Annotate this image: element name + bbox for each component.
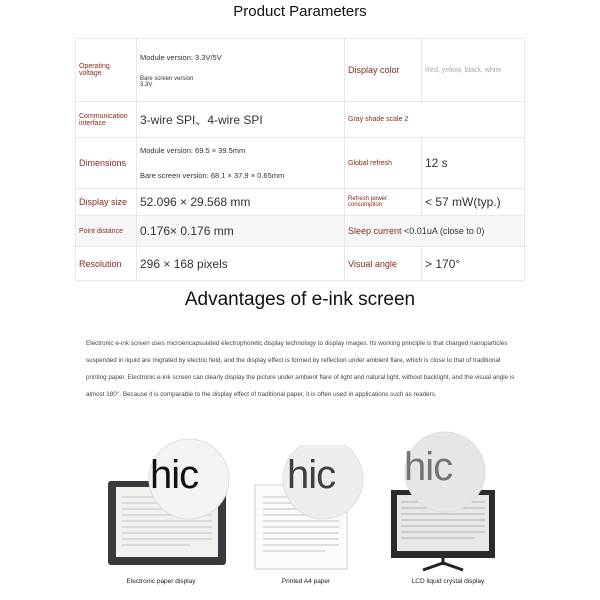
table-row	[76, 189, 525, 216]
display-size-label: Display size	[76, 189, 137, 216]
visual-angle-value: > 170°	[422, 247, 525, 281]
resolution-label: Resolution	[76, 247, 137, 281]
magnified-text: hic	[404, 445, 453, 489]
module-version-voltage: Module version: 3.3V/5V	[140, 52, 222, 62]
module-dimensions: Module version: 69.5 × 39.5mm	[140, 146, 246, 155]
visual-angle-label: Visual angle	[345, 247, 422, 281]
table-row	[76, 247, 525, 281]
operating-voltage-value	[137, 39, 345, 102]
display-color-label: Display color	[345, 39, 422, 102]
communication-interface-value: 3-wire SPI、4-wire SPI	[137, 102, 345, 138]
gray-shade-label: Gray shade scale 2	[345, 102, 525, 138]
caption-eink: Electronic paper display	[126, 578, 196, 585]
page-title: Product Parameters	[233, 3, 367, 20]
bare-screen-dimensions: Bare screen version: 68.1 × 37.9 × 0.65mm	[140, 171, 285, 180]
global-refresh-label: Global refresh	[345, 138, 422, 189]
resolution-value: 296 × 168 pixels	[137, 247, 345, 281]
display-size-value: 52.096 × 29.568 mm	[137, 189, 345, 216]
bare-screen-label: Bare screen version	[140, 75, 194, 82]
operating-voltage-label: Operating voltage	[76, 39, 137, 102]
magnified-text: hic	[150, 453, 199, 497]
display-color-value: Red, yellow, black, white	[422, 39, 525, 102]
advantages-paragraph: Electronic e-ink screen uses microencapsulated electrophoretic display technology to display images. Its working principle is that charged nanoparticles suspended in liquid are migrated by electric field, and the display effect is formed by reflection under ambient flare, which is close to that of traditional printing paper. Electronic e-ink screen can clearly display the picture under ambient flare of light and natural light, without backlight, and the visual angle is almost 180°. Because it is comparable to the display effect of traditional paper, it is often used in applications such as readers.	[86, 340, 515, 398]
refresh-power-value: < 57 mW(typ.)	[422, 189, 525, 216]
parameters-table	[75, 38, 525, 281]
bare-screen-voltage: 3.3V	[140, 81, 153, 88]
table-row	[76, 102, 525, 138]
caption-printed: Printed A4 paper	[281, 578, 331, 585]
table-row	[76, 216, 525, 247]
monitor-base	[423, 563, 463, 570]
point-distance-label: Point distance	[76, 216, 137, 247]
refresh-power-label: Refresh power consumption	[345, 189, 422, 216]
point-distance-value: 0.176× 0.176 mm	[137, 216, 345, 247]
dimensions-value	[137, 138, 345, 189]
table-row	[76, 138, 525, 189]
table-row	[76, 39, 525, 102]
advantages-heading: Advantages of e-ink screen	[184, 289, 416, 310]
dimensions-label: Dimensions	[76, 138, 137, 189]
communication-interface-label: Communication interface	[76, 102, 137, 138]
sleep-current-cell	[345, 216, 525, 247]
magnified-text: hic	[287, 453, 336, 497]
sleep-current-label: Sleep current	[348, 226, 402, 236]
caption-lcd: LCD liquid crystal display	[411, 578, 485, 585]
global-refresh-value: 12 s	[422, 138, 525, 189]
sleep-current-value: <0.01uA (close to 0)	[404, 226, 485, 236]
